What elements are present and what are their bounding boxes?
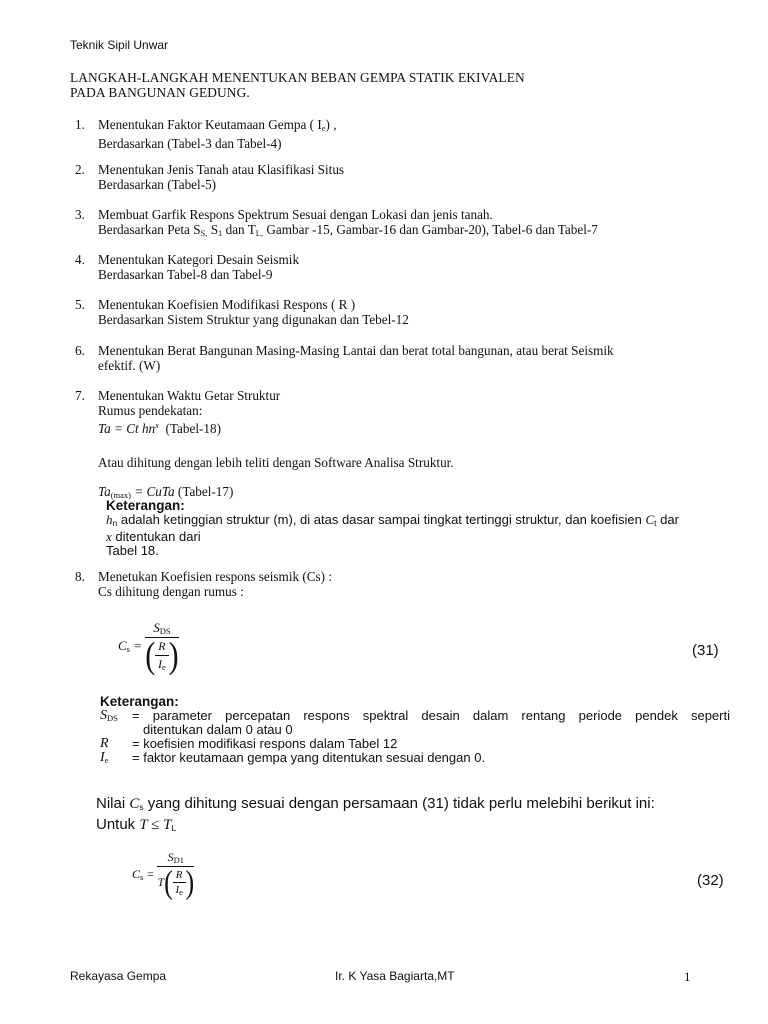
formula-ta xyxy=(98,418,715,436)
item-text: Berdasarkan Tabel-8 dan Tabel-9 xyxy=(98,267,273,282)
note-row xyxy=(100,709,730,737)
subscript: s xyxy=(140,871,144,882)
item-text: Menetukan Koefisien respons seismik (Cs) : xyxy=(98,569,333,584)
symbol: C xyxy=(132,866,141,881)
list-item-7 xyxy=(75,388,715,503)
subscript: e xyxy=(179,887,183,897)
item-text: S xyxy=(207,222,219,237)
item-text: Gambar -15, Gambar-16 dan Gambar-20), Tabel-6 dan Tabel-7 xyxy=(263,222,598,237)
item-text: Menentukan Faktor Keutamaan Gempa ( I xyxy=(98,117,322,132)
symbol: C xyxy=(645,512,655,527)
list-number: 5. xyxy=(75,297,85,312)
list-number: 3. xyxy=(75,207,85,222)
item-text: ) , xyxy=(325,117,337,132)
note-heading: Keterangan: xyxy=(100,694,179,709)
note-row xyxy=(100,751,730,765)
symbol: C xyxy=(118,638,127,653)
condition: T ≤ T xyxy=(139,817,172,833)
item-text: dan T xyxy=(222,222,256,237)
item-text: Berdasarkan Peta S xyxy=(98,222,201,237)
list-item-2 xyxy=(75,162,715,192)
item-text: Berdasarkan (Tabel-5) xyxy=(98,177,217,192)
paragraph-text: yang dihitung sesuai dengan persamaan (31) tidak perlu melebihi berikut ini: xyxy=(143,795,655,812)
item-text: Membuat Garfik Respons Spektrum Sesuai dengan Lokasi dan jenis tanah. xyxy=(98,207,493,222)
item-text: Atau dihitung dengan lebih teliti dengan Software Analisa Struktur. xyxy=(98,455,454,470)
symbol: T xyxy=(157,874,165,889)
note-text: ditentukan dari xyxy=(111,529,201,544)
note-keterangan-2 xyxy=(100,695,730,765)
list-number: 2. xyxy=(75,162,85,177)
item-text: Menentukan Jenis Tanah atau Klasifikasi Situs xyxy=(98,162,345,177)
limit-paragraph xyxy=(96,795,655,837)
symbol: R xyxy=(155,639,168,656)
superscript: x xyxy=(155,420,159,430)
subscript: t xyxy=(654,518,657,528)
formula-text: Ta = Ct hn xyxy=(98,421,156,436)
list-item-8 xyxy=(75,569,715,599)
list-number: 6. xyxy=(75,343,85,358)
footer-course: Rekayasa Gempa xyxy=(70,969,167,983)
item-text: efektif. (W) xyxy=(98,358,161,373)
symbol: x xyxy=(106,529,112,544)
symbol: S xyxy=(167,850,174,864)
subscript: e xyxy=(321,123,326,133)
note-text: = parameter percepatan respons spektral desain dalam rentang periode pendek seperti xyxy=(132,708,730,723)
formula-text: = CuTa xyxy=(131,484,175,499)
item-text: Menentukan Berat Bangunan Masing-Masing Lantai dan berat total bangunan, atau berat Seismik xyxy=(98,343,614,358)
subscript: DS xyxy=(159,626,171,636)
equation-31: $C_s$ = $S_{DS}$ ( $\frac{R}{I_e}$ ) xyxy=(118,620,179,676)
footer-author: Ir. K Yasa Bagiarta,MT xyxy=(335,969,455,983)
item-text: Rumus pendekatan: xyxy=(98,403,203,418)
formula-ref: (Tabel-17) xyxy=(177,484,234,499)
document-title xyxy=(70,70,525,100)
paragraph-text: Untuk xyxy=(96,816,140,833)
subscript: 1 xyxy=(218,228,223,238)
list-number: 8. xyxy=(75,569,85,584)
page-number: 1 xyxy=(684,969,691,984)
paragraph-text: Nilai xyxy=(96,795,130,812)
list-item-3 xyxy=(75,207,715,241)
subscript: D1 xyxy=(173,855,185,865)
symbol: S xyxy=(153,620,160,635)
subscript: s xyxy=(126,644,130,654)
symbol: S xyxy=(100,708,107,723)
item-text: Berdasarkan Sistem Struktur yang digunakan dan Tebel-12 xyxy=(98,312,409,327)
note-keterangan-1 xyxy=(106,499,721,558)
subscript: L, xyxy=(255,228,264,238)
symbol: I xyxy=(100,750,105,765)
subscript: S, xyxy=(200,228,208,238)
equation-32: $C_s$ = $S_{D1}$ T( $\frac{R}{I_e}$ ) xyxy=(132,850,195,901)
symbol: I xyxy=(175,884,180,896)
symbol: R xyxy=(173,869,186,883)
subscript: (max) xyxy=(110,490,132,500)
subscript: L xyxy=(171,823,177,833)
note-text: = koefisien modifikasi respons dalam Tabel 12 xyxy=(132,736,398,751)
subscript: e xyxy=(162,662,166,672)
symbol: R xyxy=(100,736,109,751)
item-text: Menentukan Waktu Getar Struktur xyxy=(98,388,281,403)
list-item-4 xyxy=(75,252,715,282)
subscript: DS xyxy=(107,713,118,723)
list-item-5 xyxy=(75,297,715,327)
equation-number-31: (31) xyxy=(692,642,719,659)
symbol: I xyxy=(158,657,163,671)
note-heading: Keterangan: xyxy=(106,498,185,513)
formula-ref: (Tabel-18) xyxy=(165,421,221,436)
list-item-6 xyxy=(75,343,715,373)
title-line-2: PADA BANGUNAN GEDUNG. xyxy=(70,85,250,100)
running-header: Teknik Sipil Unwar xyxy=(70,38,169,52)
list-number: 7. xyxy=(75,388,85,403)
list-number: 4. xyxy=(75,252,85,267)
formula-text: Ta xyxy=(98,484,111,499)
note-text: = faktor keutamaan gempa yang ditentukan sesuai dengan 0. xyxy=(132,750,486,765)
subscript: s xyxy=(139,802,144,812)
note-text: dar xyxy=(656,512,679,527)
note-text: Tabel 18. xyxy=(106,543,159,558)
item-text: Cs dihitung dengan rumus : xyxy=(98,584,244,599)
note-row xyxy=(100,737,730,751)
equation-number-32: (32) xyxy=(697,872,724,889)
subscript: n xyxy=(112,518,118,528)
item-text: Menentukan Kategori Desain Seismik xyxy=(98,252,300,267)
note-text: adalah ketinggian struktur (m), di atas dasar sampai tingkat tertinggi struktur, dan koefisien xyxy=(117,512,646,527)
list-item-1 xyxy=(75,117,715,151)
symbol: h xyxy=(106,512,113,527)
subscript: e xyxy=(104,755,109,765)
note-text: ditentukan dalam 0 atau 0 xyxy=(143,722,293,737)
list-number: 1. xyxy=(75,117,85,132)
symbol: C xyxy=(129,796,140,812)
title-line-1: LANGKAH-LANGKAH MENENTUKAN BEBAN GEMPA STATIK EKIVALEN xyxy=(70,70,525,85)
item-text: Berdasarkan (Tabel-3 dan Tabel-4) xyxy=(98,136,282,151)
item-text: Menentukan Koefisien Modifikasi Respons ( R ) xyxy=(98,297,356,312)
